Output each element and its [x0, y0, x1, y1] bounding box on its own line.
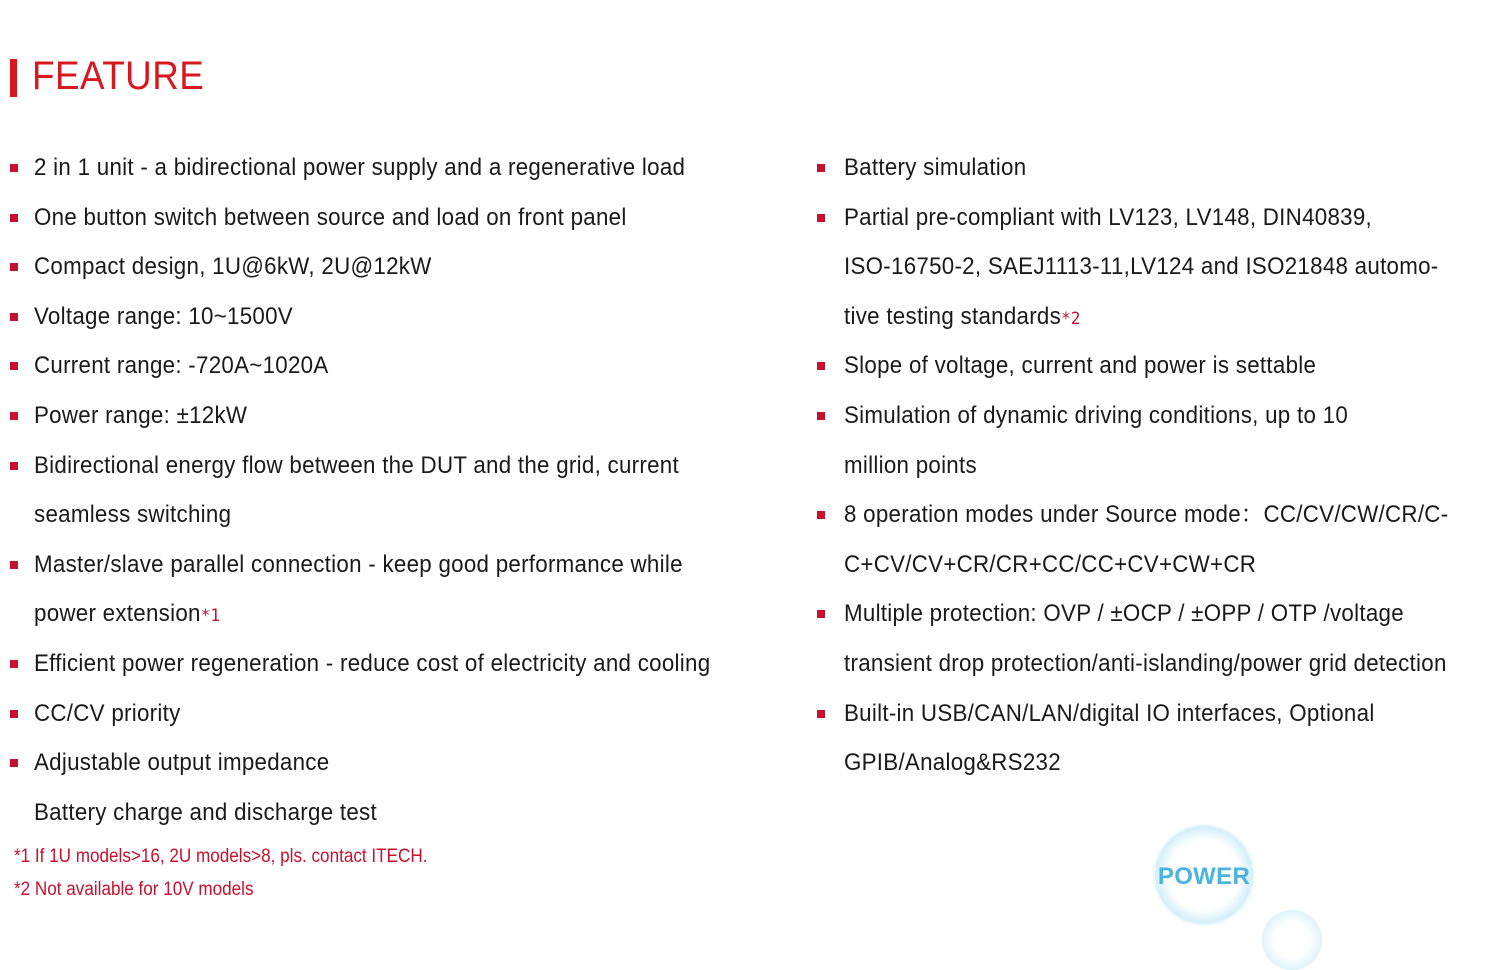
- feature-text: [844, 738, 1061, 788]
- feature-item: [817, 341, 1497, 391]
- bullet-square-icon: [817, 610, 825, 618]
- feature-text: [34, 441, 679, 491]
- bullet-square-icon: [817, 164, 825, 172]
- feature-text-main: Built-in USB/CAN/LAN/digital IO interfaces, Optional: [844, 699, 1375, 727]
- feature-item-continuation: [817, 292, 1497, 342]
- feature-text: [34, 341, 329, 391]
- feature-text-main: GPIB/Analog&RS232: [844, 749, 1061, 777]
- feature-item: [10, 143, 790, 193]
- feature-text-main: Current range: -720A~1020A: [34, 352, 329, 380]
- feature-text: [844, 292, 1081, 345]
- feature-item: [10, 441, 790, 491]
- feature-text: [34, 589, 220, 642]
- feature-item: [10, 689, 790, 739]
- bullet-square-icon: [10, 561, 18, 569]
- feature-text: [34, 738, 329, 788]
- feature-item: [817, 689, 1497, 739]
- feature-item: [817, 490, 1497, 540]
- feature-text-main: Compact design, 1U@6kW, 2U@12kW: [34, 253, 432, 281]
- bullet-square-icon: [817, 710, 825, 718]
- feature-text-main: power extension: [34, 600, 201, 628]
- feature-item-continuation: [10, 589, 790, 639]
- feature-item: [10, 391, 790, 441]
- bullet-square-icon: [10, 164, 18, 172]
- feature-text-main: Efficient power regeneration - reduce cost of electricity and cooling: [34, 649, 711, 677]
- feature-text-main: seamless switching: [34, 501, 232, 529]
- feature-item: [817, 589, 1497, 639]
- feature-text-main: Bidirectional energy flow between the DUT and the grid, current: [34, 451, 679, 479]
- feature-text: [844, 689, 1375, 739]
- feature-text-main: One button switch between source and load on front panel: [34, 203, 627, 231]
- bullet-square-icon: [817, 362, 825, 370]
- feature-text: [34, 490, 231, 540]
- feature-text-main: 2 in 1 unit - a bidirectional power supply and a regenerative load: [34, 154, 686, 181]
- feature-text: [34, 242, 432, 292]
- feature-text-main: C+CV/CV+CR/CR+CC/CC+CV+CW+CR: [844, 550, 1257, 578]
- feature-text-main: Master/slave parallel connection - keep good performance while: [34, 550, 683, 578]
- feature-text-main: Battery simulation: [844, 154, 1027, 181]
- feature-text-main: Adjustable output impedance: [34, 749, 330, 777]
- feature-item: [817, 391, 1497, 441]
- feature-item: [10, 738, 790, 788]
- feature-text: [34, 639, 710, 689]
- feature-text-main: 8 operation modes under Source mode：CC/CV/CW/CR/C-: [844, 501, 1449, 529]
- bullet-square-icon: [10, 263, 18, 271]
- feature-text-main: Battery charge and discharge test: [34, 798, 377, 826]
- bullet-square-icon: [10, 462, 18, 470]
- bullet-square-icon: [10, 362, 18, 370]
- feature-text-main: Voltage range: 10~1500V: [34, 302, 293, 330]
- feature-text-main: Partial pre-compliant with LV123, LV148, DIN40839,: [844, 203, 1373, 231]
- power-badge-label: POWER: [1157, 863, 1251, 890]
- bullet-square-icon: [10, 214, 18, 222]
- footnote-reference: *2: [1061, 308, 1081, 329]
- section-heading: FEATURE: [32, 54, 205, 98]
- feature-text: [34, 143, 685, 193]
- power-badge: [1156, 827, 1252, 923]
- feature-text-main: Simulation of dynamic driving conditions, up to 10: [844, 401, 1349, 429]
- feature-text: [844, 242, 1439, 292]
- feature-text: [844, 193, 1372, 243]
- decorative-circle: [1262, 910, 1322, 970]
- footnote-1: *1 If 1U models>16, 2U models>8, pls. contact ITECH.: [14, 846, 428, 867]
- feature-list-left: [10, 143, 790, 837]
- bullet-square-icon: [817, 214, 825, 222]
- bullet-square-icon: [817, 412, 825, 420]
- feature-item-continuation: [817, 441, 1497, 491]
- feature-item: [10, 242, 790, 292]
- bullet-square-icon: [10, 759, 18, 767]
- feature-text-main: CC/CV priority: [34, 699, 181, 727]
- bullet-square-icon: [10, 412, 18, 420]
- feature-text: [34, 788, 377, 838]
- feature-item: [817, 143, 1497, 193]
- bullet-square-icon: [10, 710, 18, 718]
- footnote-2: *2 Not available for 10V models: [14, 879, 254, 900]
- feature-text: [34, 193, 627, 243]
- feature-text-main: Multiple protection: OVP / ±OCP / ±OPP / OTP /voltage: [844, 600, 1404, 628]
- feature-text: [34, 689, 181, 739]
- feature-item: [10, 341, 790, 391]
- feature-text: [34, 540, 683, 590]
- bullet-square-icon: [817, 511, 825, 519]
- feature-text-main: ISO-16750-2, SAEJ1113-11,LV124 and ISO21848 automo-: [844, 253, 1439, 281]
- bullet-square-icon: [10, 660, 18, 668]
- feature-text: [844, 589, 1404, 639]
- feature-item-continuation: [10, 490, 790, 540]
- feature-text: [844, 639, 1447, 689]
- feature-item: [817, 193, 1497, 243]
- feature-text: [844, 490, 1448, 540]
- feature-list-right: [817, 143, 1497, 788]
- feature-item-continuation: [817, 540, 1497, 590]
- feature-text: [844, 540, 1256, 590]
- feature-item: [10, 292, 790, 342]
- feature-text-main: transient drop protection/anti-islanding/power grid detection: [844, 649, 1447, 677]
- feature-item-continuation: [817, 242, 1497, 292]
- feature-text-main: tive testing standards: [844, 302, 1062, 330]
- feature-item-continuation: [10, 788, 790, 838]
- feature-item: [10, 193, 790, 243]
- feature-text-main: Slope of voltage, current and power is settable: [844, 352, 1317, 380]
- footnote-reference: *1: [200, 606, 221, 627]
- feature-text: [844, 143, 1026, 193]
- feature-text: [34, 292, 293, 342]
- feature-text: [844, 341, 1316, 391]
- feature-item-continuation: [817, 639, 1497, 689]
- feature-text: [844, 391, 1348, 441]
- feature-text-main: Power range: ±12kW: [34, 401, 248, 429]
- bullet-square-icon: [10, 313, 18, 321]
- feature-text: [34, 391, 247, 441]
- feature-text: [844, 441, 977, 491]
- feature-item: [10, 639, 790, 689]
- heading-accent-bar: [10, 59, 17, 97]
- feature-text-main: million points: [844, 451, 977, 479]
- feature-item: [10, 540, 790, 590]
- feature-item-continuation: [817, 738, 1497, 788]
